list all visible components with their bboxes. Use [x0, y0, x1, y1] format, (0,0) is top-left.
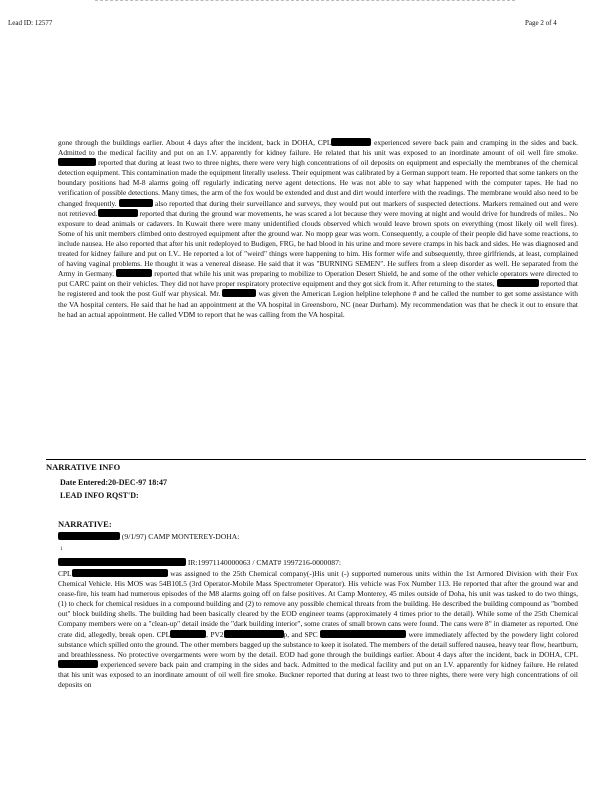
footnote-mark: 1 [60, 547, 63, 552]
redaction-mark [116, 269, 152, 277]
narrative-info-heading: NARRATIVE INFO [46, 462, 121, 472]
camp-location: (9/1/97) CAMP MONTEREY-DOHA: [120, 532, 240, 541]
redaction-mark [72, 569, 168, 577]
incident-report-line [58, 558, 341, 567]
text-run: were immediately affected by the powdery light colored substance which spilled onto the ground. The other members bagged up the substance to keep it isolated. The members of the detail suffered nausea, heavy tear flow, heartburn, and breathlessness. No protective overgarments were worn by the detail. EOD had gone through the buildings earlier. About 4 days after the incident, back in DOHA, CPL [58, 629, 579, 659]
page-number: Page 2 of 4 [525, 19, 557, 27]
date-entered: Date Entered:20-DEC-97 18:47 [60, 478, 167, 487]
text-run: , PV2 [206, 629, 224, 639]
redaction-mark [222, 289, 256, 297]
text-run: was assigned to the 25th Chemical company(-)His unit (-) supported numerous units within the 1st Armored Division with their Fox Chemical Vehicle. His MOS was 54B10L5 (3rd Operator-Mobile Mass Spectrometer Operator). His vehicle was Fox Number 113. He reported that after the ground war and cease-fire, his team had numerous episodes of the M8 alarms going off on false positives. At Camp Monterey, 45 miles outside of Doha, his unit was tasked to do two things, (1) to check for chemical residues in a compound building and (2) to remove any possible chemical threats from the building. He described the building compound as "bombed out" block building shells. The building had been basically cleared by the EOD engineer teams (approximately 4 times prior to the detail). While some of the 25th Chemical Company members were on a "clean-up" detail inside the "dark building interior", some crates of small brown cans were found. The cans were 8" in diameter as reported. One crate did, allegedly, break open. CPL [58, 569, 578, 639]
text-run: p, and SPC [283, 629, 318, 639]
redaction-mark [320, 630, 406, 638]
incident-report-number: IR:19971140000063 / CMAT# 1997216-0000087: [186, 558, 341, 567]
section-divider [46, 459, 586, 460]
narrative-paragraph [58, 569, 578, 690]
text-run: also reported that during their surveillance and surveys, they would put out markers of suspected detections. Markers remained out and were not retrieved. [58, 198, 578, 218]
redaction-mark [497, 279, 539, 287]
redaction-mark [98, 209, 138, 217]
lead-info-requested: LEAD INFO RQST'D: [60, 491, 139, 500]
text-run: CPL [58, 569, 72, 578]
redaction-mark [331, 138, 371, 146]
scan-top-border [95, 0, 515, 1]
narrative-heading: NARRATIVE: [58, 519, 112, 529]
redaction-mark [119, 199, 153, 207]
redaction-mark [58, 660, 98, 668]
continued-narrative-paragraph [58, 138, 578, 320]
redaction-mark [58, 532, 120, 540]
redaction-mark [170, 630, 206, 638]
lead-id: Lead ID: 12577 [8, 19, 53, 27]
text-run: reported that during the ground war movements, he was scared a lot because they were moving at night and would drive for hundreds of miles.. No exposure to dead animals or cadavers. In Kuwait there were many unidentified clouds observed which would leave brown spots on everything (most likely oil well fires). Some of his unit members climbed onto destroyed equipment after the ground war. No mopp gear was worn. Consequently, a couple of their people did have some reactions, to include nausea. He also reported that after his unit redeployed to Budigen, FRG, he had blood in his urine and more severe cramps in his back and sides. He was diagnosed and treated for kidney failure and put on I.V.. He reported a lot of "weird" things were happening to him. His former wife and subsequently, three girlfriends, at least, complained of having vaginal problems. He thought it was a venereal disease. He said that it was "BURNING SEMEN". He suffers from a sleep disorder as well. He separated from the Army in Germany. [58, 208, 579, 279]
text-run: experienced severe back pain and cramping in the sides and back. Admitted to the medical facility and put on an I.V. apparently for kidney failure. He related that his unit was exposed to an inordinate amount of oil well fire smoke. Buckner reported that during at least two to three nights, there were very high concentrations of oil deposits on [58, 659, 578, 690]
narrative-source-line [58, 532, 239, 541]
text-run: reported that during at least two to three nights, there were very high concentrations of oil deposits on equipment and especially the membranes of the chemical detection equipment. This contamination made the equipment literally useless. Their equipment was calibrated by a German support team. He reported that some tankers on the boundary positions had M-8 alarms going off regularly indicating nerve agent detections. He was not able to say what happened with the computer tapes. He had no verification of possible detections. Many times, the arm of the fox would be extended and dust and dirt would interfere with the readings. The membrane would also need to be changed frequently. [58, 158, 578, 208]
text-run: was given the American Legion helpline telephone # and he called the number to get some assistance with the VA hospital centers. He said that he had an appointment at the VA hospital in Greensboro, NC (near Durham). My recommendation was that he check it out to ensure that he had an actual appointment. He called VDM to report that he was calling from the VA hospital. [58, 289, 578, 319]
redaction-mark [58, 558, 186, 566]
text-run: reported that while his unit was preparing to mobilize to Operation Desert Shield, he and some of the other vehicle operators were directed to put CARC paint on their vehicles. They did not have proper respiratory protective equipment and they got sick from it. After returning to the states, [58, 269, 578, 289]
text-run: experienced severe back pain and cramping in the sides and back. Admitted to the medical facility and put on an I.V. apparently for kidney failure. He related that his unit was exposed to an inordinate amount of oil well fire smoke. [58, 138, 578, 158]
text-run: reported that he registered and took the post Gulf war physical. Mr. [58, 279, 578, 299]
redaction-mark [224, 630, 284, 638]
redaction-mark [58, 158, 96, 166]
text-run: gone through the buildings earlier. About 4 days after the incident, back in DOHA, CPL [58, 138, 332, 147]
